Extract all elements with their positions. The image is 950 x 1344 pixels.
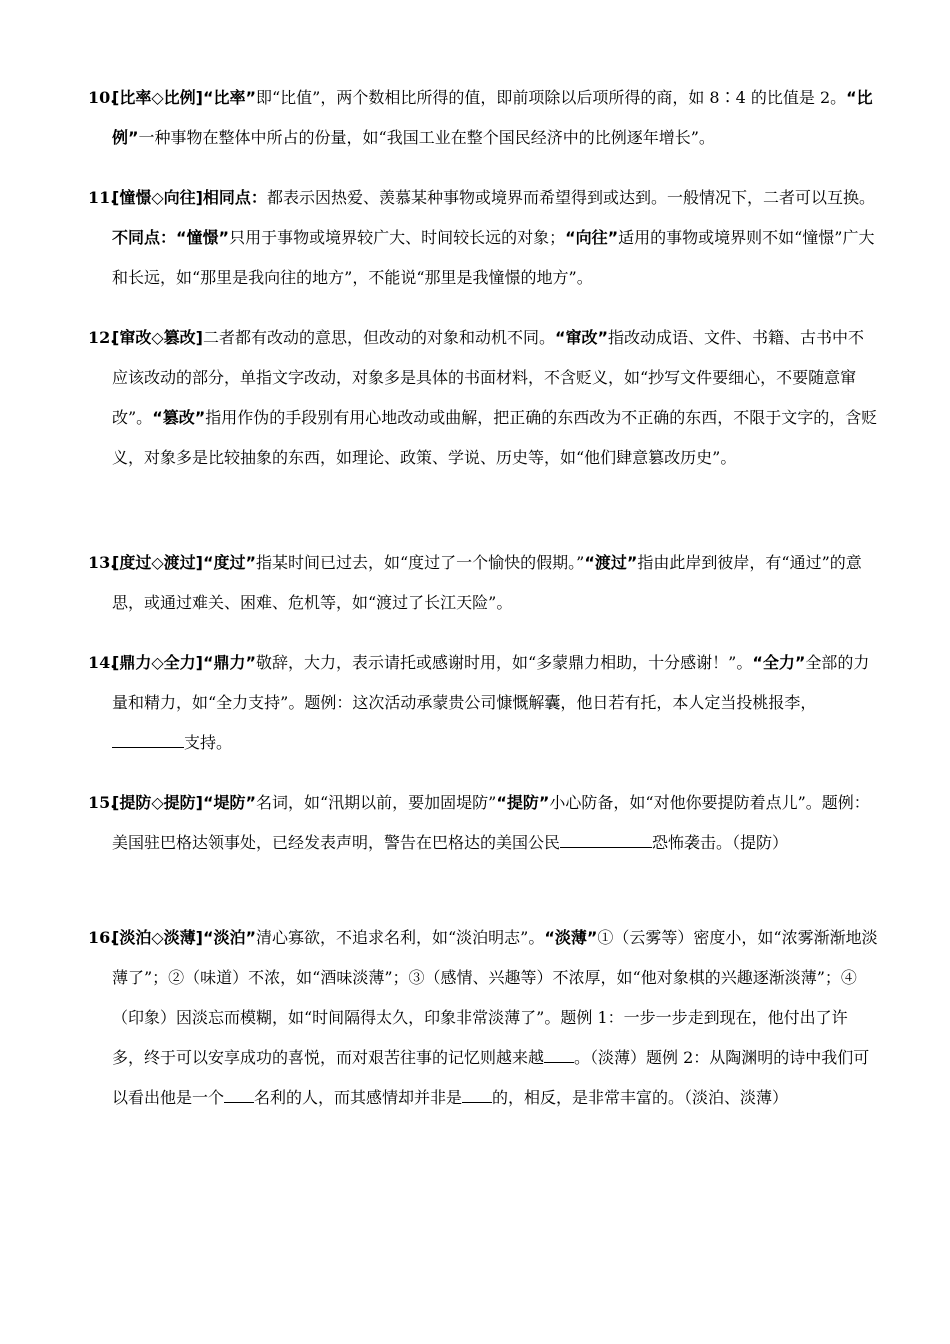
definition-text: 即“比值”，两个数相比所得的值，即前项除以后项所得的商，如 8∶4 的比值是 2。 xyxy=(255,88,847,107)
definition-text: 名词，如“汛期以前，要加固堤防” xyxy=(255,793,497,812)
term-heading: “比率” xyxy=(202,88,256,107)
term-heading: “窜改” xyxy=(554,328,608,347)
entry-10 xyxy=(88,78,878,158)
definition-text: 。（淡薄）题例 2：从陶渊明的诗中我们可以看出他是一个 xyxy=(112,1048,870,1107)
definition-text: 二者都有改动的意思，但改动的对象和动机不同。 xyxy=(202,328,555,347)
term-heading: “提防” xyxy=(496,793,550,812)
term-heading: “比例” xyxy=(112,88,873,147)
fill-in-blank xyxy=(462,1082,492,1103)
entry-13 xyxy=(88,543,878,623)
entry-number: 11. xyxy=(88,188,116,207)
entry-14 xyxy=(88,643,878,763)
entry-number: 10. xyxy=(88,88,116,107)
definition-text: 适用的事物或境界则不如“憧憬”广大和长远，如“那里是我向往的地方”，不能说“那里是我憧憬的地方”。 xyxy=(112,228,875,287)
term-heading: 不同点： xyxy=(112,228,177,247)
definition-text: 支持。 xyxy=(184,733,233,752)
fill-in-blank xyxy=(224,1082,254,1103)
entry-text xyxy=(112,918,878,1118)
entry-text xyxy=(112,178,878,298)
definition-text: 指由此岸到彼岸，有“通过”的意思，或通过难关、困难、危机等，如“渡过了长江天险”。 xyxy=(112,553,862,612)
term-heading: “淡泊” xyxy=(202,928,256,947)
definition-text: ①（云雾等）密度小，如“浓雾渐渐地淡薄了”；②（味道）不浓，如“酒味淡薄”；③（感情、兴趣等）不浓厚，如“他对象棋的兴趣逐渐淡薄”；④（印象）因淡忘而模糊，如“时间隔得太久，印象非常淡薄了”。题例 1：一步一步走到现在，他付出了许多，终于可以安享成功的喜悦，而对艰苦往事的记忆则越来越 xyxy=(112,928,878,1067)
entry-11 xyxy=(88,178,878,298)
entry-text xyxy=(112,78,878,158)
term-heading: “度过” xyxy=(202,553,256,572)
term-heading: “鼎力” xyxy=(202,653,256,672)
term-heading: “向往” xyxy=(565,228,619,247)
definition-text: 指用作伪的手段别有用心地改动或曲解，把正确的东西改为不正确的东西，不限于文字的，含贬义，对象多是比较抽象的东西，如理论、政策、学说、历史等，如“他们肆意篡改历史”。 xyxy=(112,408,878,467)
definition-text: 敬辞，大力，表示请托或感谢时用，如“多蒙鼎力相助，十分感谢！”。 xyxy=(255,653,753,672)
term-heading: [窜改◇篡改] xyxy=(112,328,203,347)
term-heading: [鼎力◇全力] xyxy=(112,653,203,672)
term-heading: [比率◇比例] xyxy=(112,88,203,107)
term-heading: “篡改” xyxy=(152,408,206,427)
definition-text: 指某时间已过去，如“度过了一个愉快的假期。” xyxy=(255,553,585,572)
entry-15 xyxy=(88,783,878,863)
definition-text: 只用于事物或境界较广大、时间较长远的对象； xyxy=(229,228,566,247)
definition-text: 清心寡欲，不追求名利，如“淡泊明志”。 xyxy=(255,928,545,947)
entry-text xyxy=(112,543,878,623)
entry-number: 12. xyxy=(88,328,116,347)
entry-text xyxy=(112,783,878,863)
definition-text: 恐怖袭击。（提防） xyxy=(652,833,789,852)
entry-number: 13. xyxy=(88,553,116,572)
entry-12 xyxy=(88,318,878,478)
term-heading: [憧憬◇向往]相同点： xyxy=(112,188,267,207)
fill-in-blank xyxy=(560,827,652,848)
fill-in-blank xyxy=(112,727,184,748)
term-heading: [淡泊◇淡薄] xyxy=(112,928,203,947)
term-heading: [度过◇渡过] xyxy=(112,553,203,572)
entry-number: 15. xyxy=(88,793,116,812)
definition-text: 名利的人，而其感情却并非是 xyxy=(254,1088,463,1107)
definition-text: 都表示因热爱、羡慕某种事物或境界而希望得到或达到。一般情况下，二者可以互换。 xyxy=(266,188,875,207)
definition-text: 的，相反，是非常丰富的。（淡泊、淡薄） xyxy=(492,1088,789,1107)
entry-text xyxy=(112,643,878,763)
fill-in-blank xyxy=(544,1042,574,1063)
entry-number: 16. xyxy=(88,928,116,947)
definition-text: 指改动成语、文件、书籍、古书中不应该改动的部分，单指文字改动，对象多是具体的书面材料，不含贬义，如“抄写文件要细心，不要随意窜改”。 xyxy=(112,328,865,427)
definition-text: 全部的力量和精力，如“全力支持”。题例：这次活动承蒙贵公司慷慨解囊，他日若有托，本人定当投桃报李， xyxy=(112,653,870,712)
definition-text: 一种事物在整体中所占的份量，如“我国工业在整个国民经济中的比例逐年增长”。 xyxy=(138,128,715,147)
term-heading: “渡过” xyxy=(584,553,638,572)
definition-text: 小心防备，如“对他你要提防着点儿”。题例：美国驻巴格达领事处，已经发表声明，警告在巴格达的美国公民 xyxy=(112,793,870,852)
term-heading: “淡薄” xyxy=(544,928,598,947)
term-heading: [提防◇提防] xyxy=(112,793,203,812)
term-heading: “堤防” xyxy=(202,793,256,812)
entry-16 xyxy=(88,918,878,1118)
entry-text xyxy=(112,318,878,478)
term-heading: “全力” xyxy=(752,653,806,672)
term-heading: “憧憬” xyxy=(176,228,230,247)
entry-number: 14. xyxy=(88,653,116,672)
